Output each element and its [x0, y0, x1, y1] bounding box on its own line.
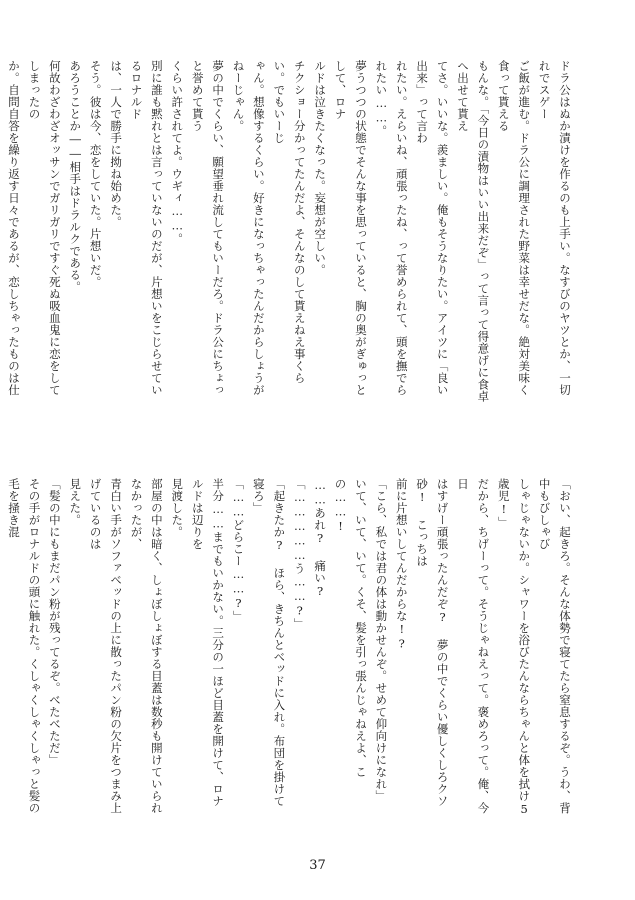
text-line: は、一人で勝手に拗ね始めた。 — [109, 60, 124, 228]
text-block-top — [7, 60, 575, 405]
text-line: てさ。いいな。羨ましい。俺もそうなりたい。アイツに「良い出来」って言わ — [415, 60, 450, 396]
text-line — [0, 478, 4, 818]
text-line: 「こら、私では君の体は動かせんぞ。せめて仰向けになれ」 — [374, 478, 389, 802]
text-line: 「……………う……?」 — [292, 478, 307, 630]
text-line: だから、ちげーって。そうじゃねえって。褒めろって。俺、今日 — [455, 478, 491, 814]
page-number: 37 — [309, 858, 326, 873]
text-line: いて、いて、いて。くそ、髪を引っ張んじゃねえよ、この……! — [333, 478, 368, 778]
text-line: 半分……までもいかない。三分の一ほど目蓋を開けて、ロナルドは辺りを — [190, 478, 226, 807]
text-line: か。自問自答を繰り返す日々であるが、恋しちゃったものは仕 — [7, 60, 22, 396]
text-line: 別に誰も黙れとは言っていないのだが、片想いをこじらせているロナルド — [129, 60, 164, 396]
text-block-bottom — [7, 478, 575, 818]
text-line: 部屋の中は暗く、しょぼしょぼする目蓋は数秒も開けていられなかったが、 — [129, 478, 164, 814]
text-line: 夢うつつの状態でそんな事を思っていると、胸の奥がぎゅっとして、ロナ — [333, 60, 368, 396]
text-line: 前に片想いしてんだからな!? — [394, 478, 409, 651]
text-line: 「起きたか? ほら、きちんとベッドに入れ。布団を掛けて寝ろ」 — [251, 478, 287, 807]
text-line: ドラ公はぬか漬けを作るのも上手い。なすびのヤツとか、一切れでスゲー — [537, 60, 572, 396]
text-line: 「……どらこー……?」 — [231, 478, 246, 623]
text-line: 何故わざわざオッサンでガリガリですぐ死ぬ吸血鬼に恋をしてしまったの — [27, 60, 62, 396]
text-line: れたい。えらいね、頑張ったね、って誉められて、頭を撫でられたい……。 — [374, 60, 409, 396]
text-line: はすげー頑張ったんだぞ? 夢の中でくらい優しくしろクソ砂! こっちは — [415, 478, 450, 807]
text-line: その手がロナルドの頭に触れた。くしゃくしゃくしゃっと髪の毛を掻き混 — [7, 478, 42, 814]
text-line: しゃじゃないか。シャワーを浴びたんならちゃんと体を拭け5歳児!」 — [496, 478, 532, 817]
text-line: くらい許されてよ。ウギィ……。 — [170, 60, 185, 245]
text-line: チクショー分かってたんだよ、そんなのして貰えねえ事くらい。でもいーじ — [272, 60, 307, 384]
text-line: 「おい、起きろ。そんな体勢で寝てたら窒息するぞ。うわ、背中もびしゃび — [537, 478, 572, 814]
text-line: ゃん。想像するくらい。好きになっちゃったんだからしょうがねーじゃん。 — [231, 60, 266, 396]
text-line: 夢の中でくらい、願望垂れ流してもいーだろ。ドラ公にちょっと誉めて貰う — [190, 60, 226, 396]
text-line: もんな。「今日の漬物はいい出来だぞ」って言って得意げに食卓へ出せて貰え — [455, 60, 491, 403]
text-line: そう。彼は今、恋をしていた。片想いだ。 — [88, 60, 103, 288]
text-line: ルドは泣きたくなった。妄想が空しい。 — [313, 60, 328, 276]
text-line: 「髪の中にもまだパン粉が残ってるぞ。べたべただ」 — [47, 478, 62, 766]
text-line: 青白い手がソファベッドの上に散ったパン粉の欠片をつまみ上げているのは — [88, 478, 124, 814]
text-line: 見渡した。 — [170, 478, 185, 538]
text-line: 見えた。 — [68, 478, 83, 526]
text-line: ご飯が進む。ドラ公に調理された野菜は幸せだな。絶対美味く食って貰える — [496, 60, 532, 396]
text-line: あろうことか――相手はドラルクである。 — [68, 60, 83, 293]
text-line: ……あれ? 痛い? — [313, 478, 328, 599]
